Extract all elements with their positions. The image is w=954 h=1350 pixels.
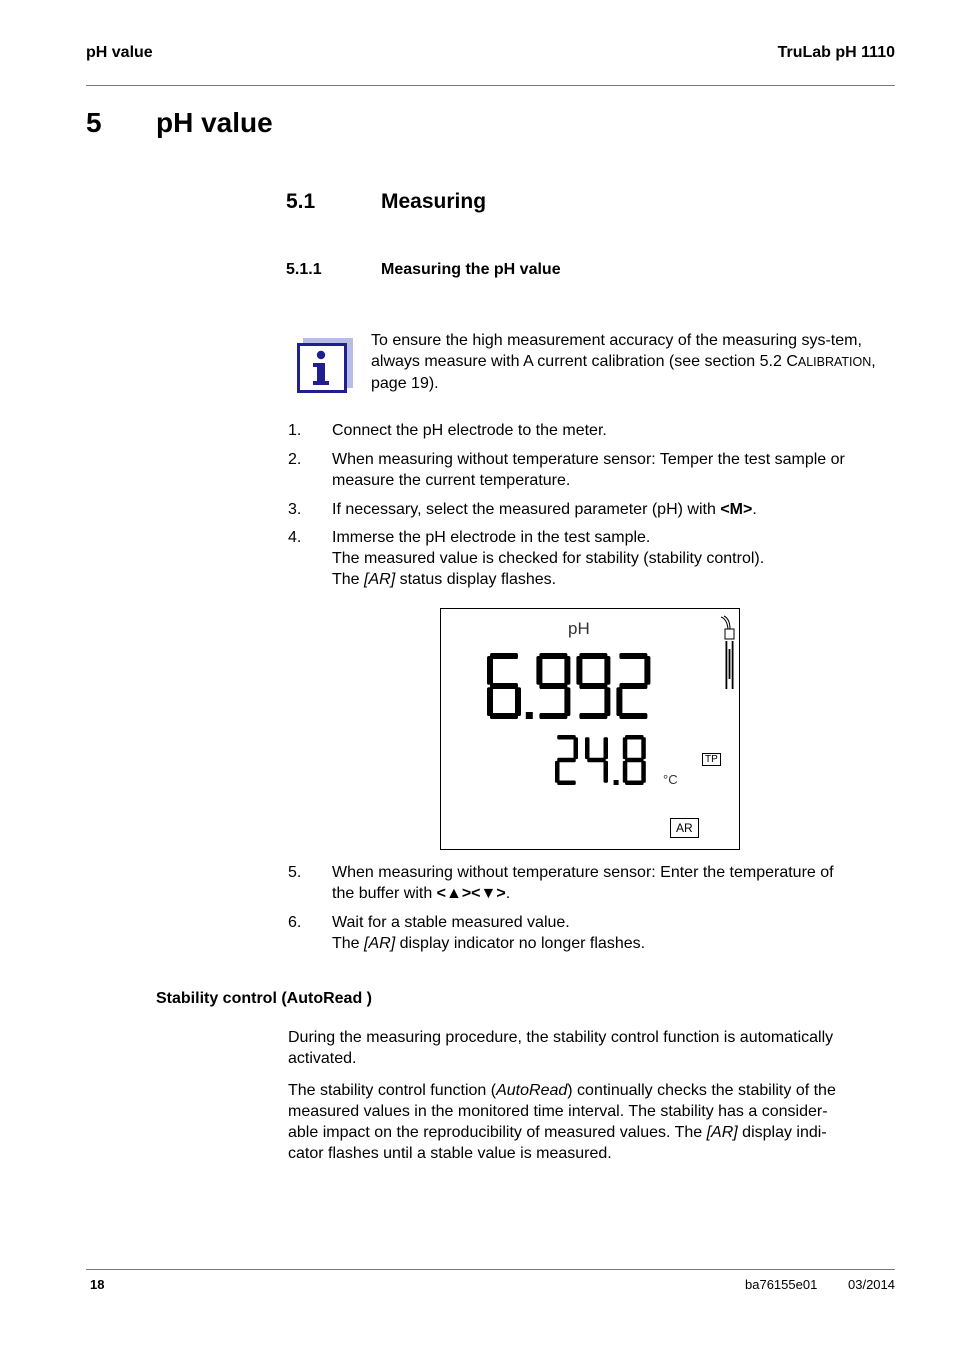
step-text: measure the current temperature. <box>332 472 571 489</box>
seven-segment-bar <box>490 713 518 719</box>
step-number: 3. <box>288 501 302 518</box>
seven-segment-bar <box>576 656 582 685</box>
decimal-point <box>614 780 619 785</box>
key-m: <M> <box>720 501 753 518</box>
seven-segment-bar <box>490 683 518 689</box>
seven-segment-bar <box>585 737 590 759</box>
step-text: Connect the pH electrode to the meter. <box>332 422 607 439</box>
seven-segment-bar <box>623 761 628 783</box>
step-text: Immerse the pH electrode in the test sample. <box>332 529 651 546</box>
running-header-left: pH value <box>86 44 153 61</box>
key-up-down: <▲><▼> <box>436 885 506 902</box>
display-unit-ph: pH <box>568 619 590 638</box>
step-text: The [AR] status display flashes. <box>332 571 557 588</box>
seven-segment-bar <box>641 737 646 759</box>
seven-segment-bar <box>587 758 606 763</box>
seven-segment-bar <box>623 737 628 759</box>
seven-segment-bar <box>564 687 570 716</box>
seven-segment-bar <box>625 781 644 786</box>
step-text: The measured value is checked for stability (stability control). <box>332 550 765 567</box>
seven-segment-bar <box>490 653 518 659</box>
seven-segment-bar <box>515 687 521 716</box>
seven-segment-bar <box>641 761 646 783</box>
seven-segment-bar <box>487 656 493 685</box>
seven-segment-bar <box>557 758 576 763</box>
seven-segment-bar <box>557 735 576 740</box>
section-title: Measuring <box>381 190 487 213</box>
seven-segment-bar <box>625 758 644 763</box>
document-date: 03/2014 <box>848 1277 895 1292</box>
footer-rule <box>86 1269 895 1270</box>
meter-display <box>440 608 740 850</box>
seven-segment-bar <box>579 713 607 719</box>
subsection-title: Measuring the pH value <box>381 261 561 278</box>
step-text: When measuring without temperature sensor: Temper the test sample or <box>332 451 845 468</box>
info-icon <box>297 338 353 394</box>
electrode-icon <box>717 615 739 691</box>
section-number: 5.1 <box>286 190 316 213</box>
step-text: the buffer with <▲><▼>. <box>332 885 511 902</box>
seven-segment-bar <box>644 656 650 685</box>
temperature-readout <box>555 735 665 791</box>
seven-segment-bar <box>579 653 607 659</box>
step-text: The [AR] display indicator no longer flashes. <box>332 935 646 952</box>
seven-segment-bar <box>619 683 647 689</box>
header-rule <box>86 85 895 86</box>
seven-segment-bar <box>555 761 560 783</box>
step-number: 1. <box>288 422 302 439</box>
seven-segment-bar <box>625 735 644 740</box>
step-number: 6. <box>288 914 302 931</box>
decimal-point <box>526 712 533 719</box>
chapter-number: 5 <box>86 107 102 138</box>
temperature-unit: °C <box>663 772 678 787</box>
paragraph: The stability control function (AutoRead) continually checks the stability of the measured values in the monitored time interval. The stability has a consider- able impact on the reproducibility of measured values. The [AR] display indi- cator flashes until a stable value is measured. <box>288 1082 836 1162</box>
seven-segment-bar <box>619 653 647 659</box>
step-number: 5. <box>288 864 302 881</box>
step-text: When measuring without temperature sensor: Enter the temperature of <box>332 864 834 881</box>
document-id: ba76155e01 <box>745 1277 818 1292</box>
step-number: 4. <box>288 529 302 546</box>
step-text: If necessary, select the measured parameter (pH) with <M>. <box>332 501 757 518</box>
seven-segment-bar <box>604 687 610 716</box>
seven-segment-bar <box>536 656 542 685</box>
main-readout <box>487 653 677 733</box>
step-text: Wait for a stable measured value. <box>332 914 570 931</box>
paragraph: During the measuring procedure, the stability control function is automatically activated. <box>288 1029 834 1067</box>
seven-segment-bar <box>604 761 609 783</box>
tp-badge: TP <box>702 753 721 766</box>
seven-segment-bar <box>619 713 647 719</box>
seven-segment-bar <box>487 687 493 716</box>
runin-heading-stability: Stability control (AutoRead ) <box>156 990 372 1007</box>
seven-segment-bar <box>539 713 567 719</box>
seven-segment-bar <box>604 656 610 685</box>
seven-segment-bar <box>539 683 567 689</box>
subsection-number: 5.1.1 <box>286 261 322 278</box>
seven-segment-bar <box>616 687 622 716</box>
page-number: 18 <box>90 1277 105 1292</box>
step-number: 2. <box>288 451 302 468</box>
seven-segment-bar <box>574 737 579 759</box>
seven-segment-bar <box>564 656 570 685</box>
seven-segment-bar <box>539 653 567 659</box>
seven-segment-bar <box>604 737 609 759</box>
seven-segment-bar <box>557 781 576 786</box>
seven-segment-bar <box>579 683 607 689</box>
main-readout-digits <box>487 653 650 719</box>
info-note-text: To ensure the high measurement accuracy of the measuring sys-tem, always measure with A current calibration (see section 5.2 CALIBRATION, page 19). <box>371 332 876 392</box>
ar-badge: AR <box>670 818 699 838</box>
chapter-title: pH value <box>156 107 273 138</box>
running-header-right: TruLab pH 1110 <box>777 44 895 61</box>
temperature-readout-digits <box>555 735 646 785</box>
